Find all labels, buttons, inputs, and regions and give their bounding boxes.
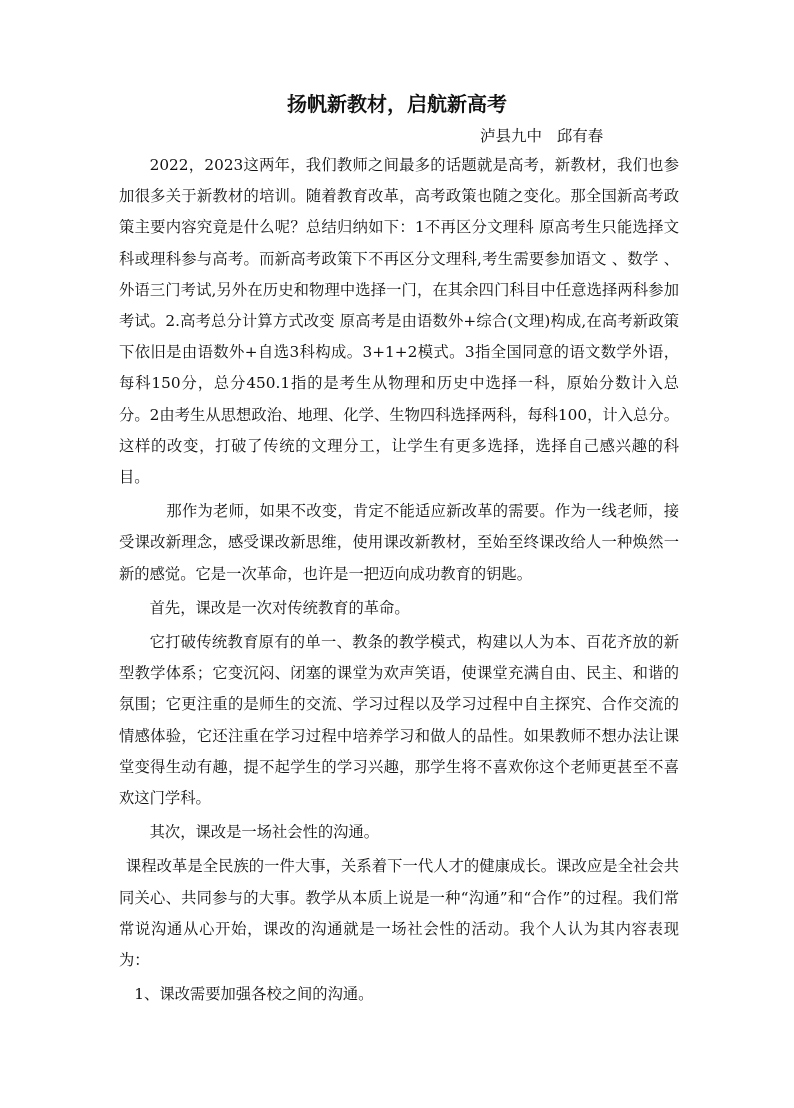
- paragraph-teacher-change: 那作为老师，如果不改变，肯定不能适应新改革的需要。作为一线老师，接受课改新理念，感受课改新思维，使用课改新教材，至始至终课改给人一种焕然一新的感觉。它是一次革命，也许是一把迈向成功教育的钥匙。: [119, 502, 679, 583]
- paragraph-social-communication: 课程改革是全民族的一件大事，关系着下一代人才的健康成长。课改应是全社会共同关心、共同参与的大事。教学从本质上说是一种“沟通”和“合作”的过程。我们常常说沟通从心开始，课改的沟通就是一场社会性的活动。我个人认为其内容表现为：: [119, 857, 679, 970]
- paragraph-list-item-1: 1、课改需要加强各校之间的沟通。: [134, 985, 374, 1004]
- paragraph-gaokao-policy: 2022，2023这两年，我们教师之间最多的话题就是高考，新教材，我们也参加很多关于新教材的培训。随着教育改革，高考政策也随之变化。那全国新高考政策主要内容究竟是什么呢？总结归纳如下：1不再区分文理科 原高考生只能选择文科或理科参与高考。而新高考政策下不再区分文理科,考生需要参加语文 、数学 、外语三门考试,另外在历史和物理中选择一门，在其余四门科目中任意选择两科参加考试。2.高考总分计算方式改变 原高考是由语数外+综合(文理)构成,在高考新政策下依旧是由语数外+自选3科构成。3+1+2模式。3指全国同意的语文数学外语，每科150分，总分450.1指的是考生从物理和历史中选择一科，原始分数计入总分。2由考生从思想政治、地理、化学、生物四科选择两科，每科100，计入总分。这样的改变，打破了传统的文理分工，让学生有更多选择，选择自己感兴趣的科目。: [119, 156, 679, 487]
- author-byline: 泸县九中 邱有春: [480, 127, 604, 145]
- document-title: 扬帆新教材，启航新高考: [287, 92, 507, 116]
- paragraph-reform-revolution: 它打破传统教育原有的单一、教条的教学模式，构建以人为本、百花齐放的新型教学体系；它变沉闷、闭塞的课堂为欢声笑语，使课堂充满自由、民主、和谐的氛围；它更注重的是师生的交流、学习过程以及学习过程中自主探究、合作交流的情感体验，它还注重在学习过程中培养学习和做人的品性。如果教师不想办法让课堂变得生动有趣，提不起学生的学习兴趣，那学生将不喜欢你这个老师更甚至不喜欢这门学科。: [119, 633, 679, 808]
- paragraph-second-point: 其次，课改是一场社会性的沟通。: [149, 823, 380, 842]
- paragraph-first-point: 首先，课改是一次对传统教育的革命。: [149, 598, 410, 617]
- document-body: [119, 150, 679, 1010]
